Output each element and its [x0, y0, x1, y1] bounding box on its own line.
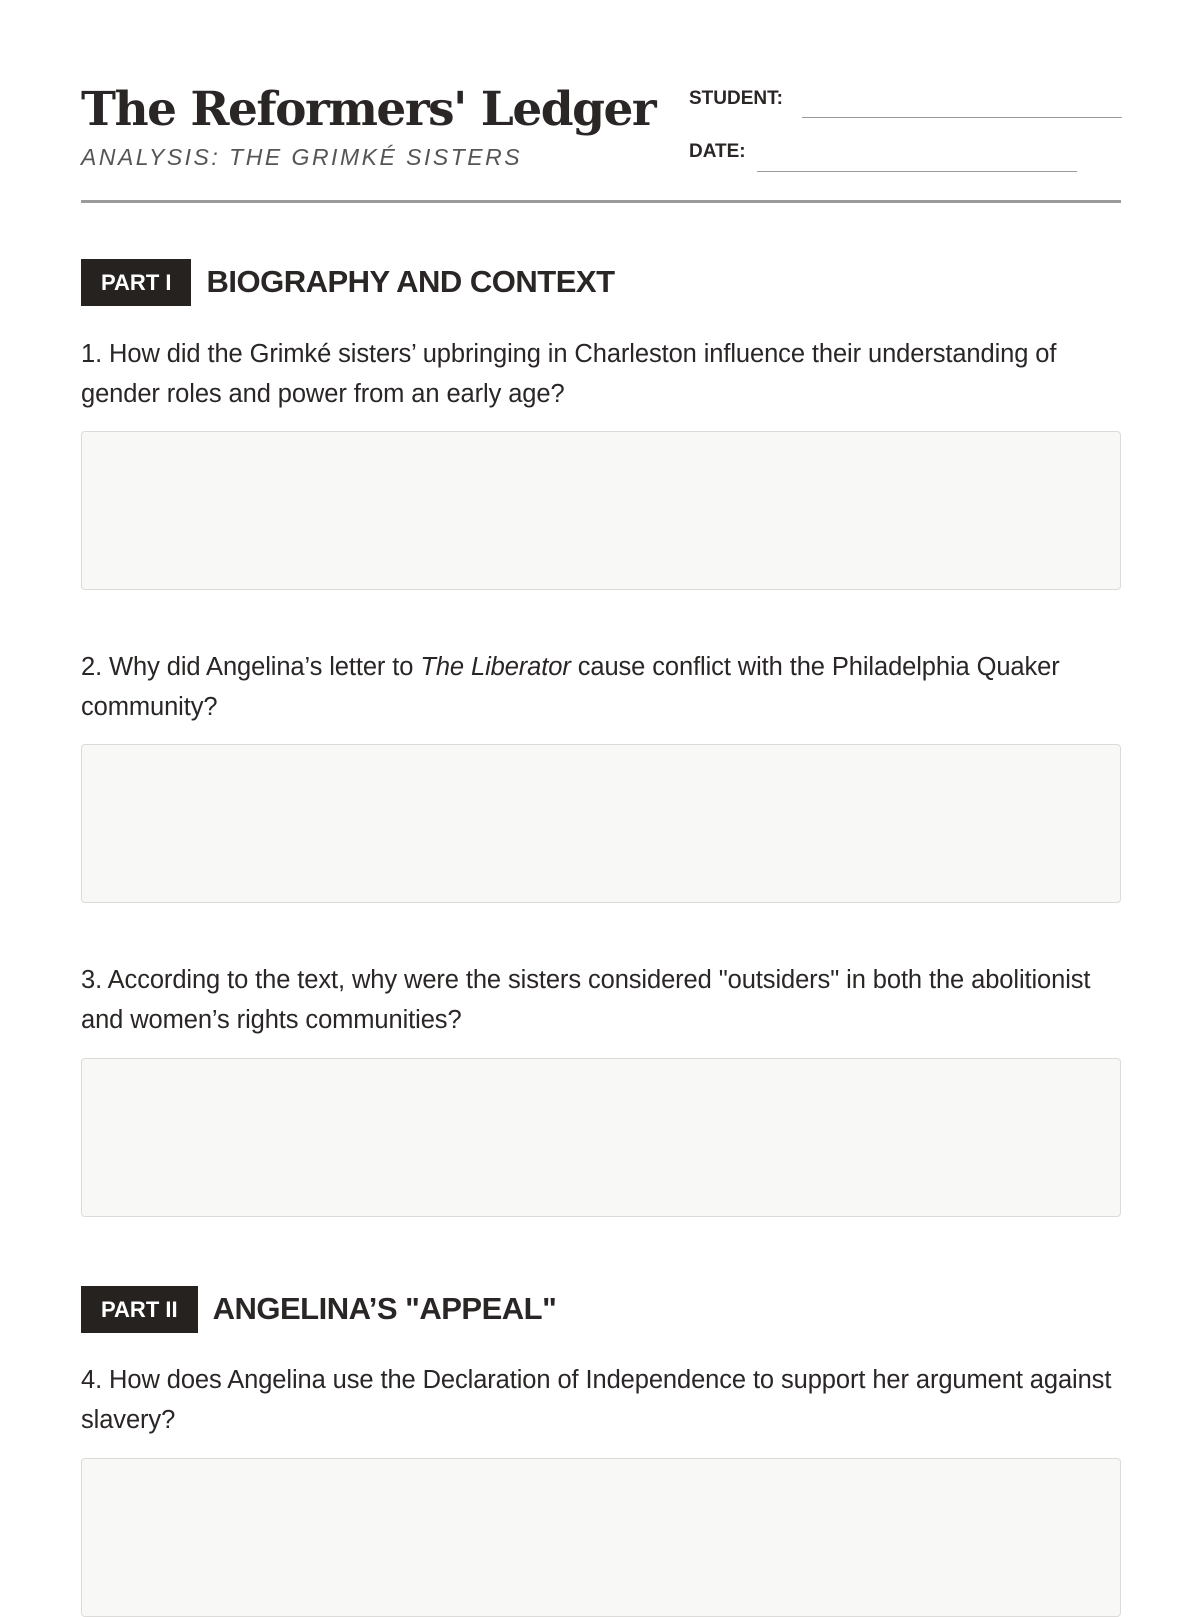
question-1: 1. How did the Grimké sisters’ upbringing in Charleston influence their understanding of gender roles and power from an early age? [81, 340, 1057, 408]
student-name-line[interactable] [802, 117, 1122, 118]
question-2-text-before: 2. Why did Angelina’s letter to [81, 653, 421, 681]
part-2-badge: PART II [81, 1286, 198, 1333]
question-2-publication-title: The Liberator [420, 653, 571, 681]
question-4: 4. How does Angelina use the Declaration of Independence to support her argument against slavery? [81, 1366, 1112, 1434]
answer-box-4[interactable] [81, 1458, 1121, 1617]
part-1-heading [81, 258, 615, 306]
question-2-text-after: cause conflict with the Philadelphia Quaker community? [81, 653, 1060, 721]
date-line[interactable] [757, 171, 1077, 172]
header-divider [81, 200, 1121, 203]
answer-box-2[interactable] [81, 744, 1121, 903]
part-2-heading [81, 1285, 556, 1333]
part-1-title: BIOGRAPHY AND CONTEXT [206, 264, 615, 299]
worksheet-subtitle: ANALYSIS: THE GRIMKÉ SISTERS [81, 144, 523, 170]
worksheet-page [81, 0, 1121, 1600]
student-label: STUDENT: [689, 88, 783, 109]
answer-box-1[interactable] [81, 431, 1121, 590]
question-2 [81, 647, 1121, 727]
worksheet-header [81, 82, 1121, 204]
date-label: DATE: [689, 141, 746, 162]
part-2-title: ANGELINA’S "APPEAL" [212, 1291, 557, 1326]
part-1-badge: PART I [81, 259, 191, 306]
answer-box-3[interactable] [81, 1058, 1121, 1217]
worksheet-title: The Reformers' Ledger [81, 82, 656, 137]
question-3: 3. According to the text, why were the sisters considered "outsiders" in both the abolitionist and women’s rights communities? [81, 966, 1091, 1034]
